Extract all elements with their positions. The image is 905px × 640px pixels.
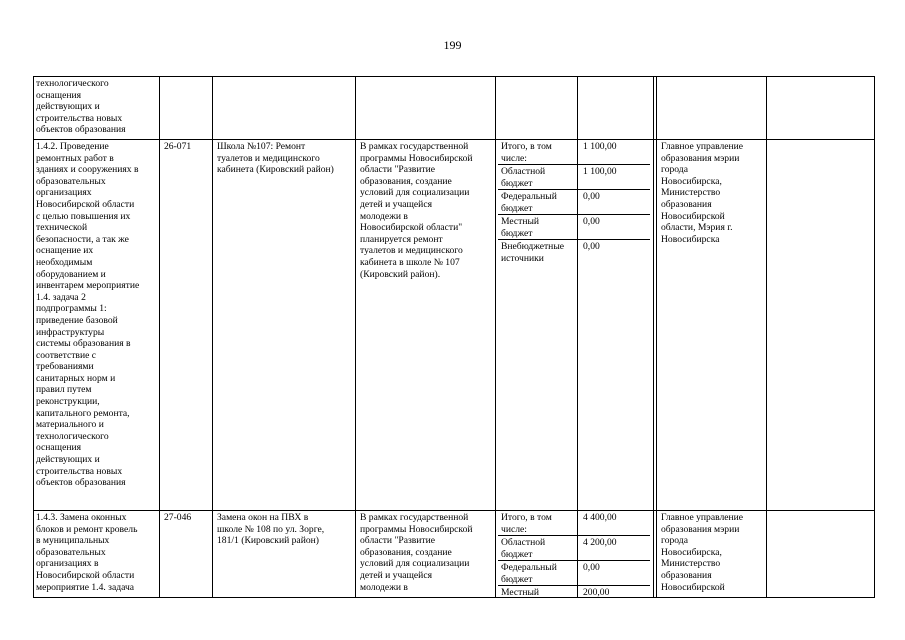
column-divider bbox=[874, 76, 875, 598]
table-row-3-code: 27-046 bbox=[164, 512, 192, 523]
finance-source: Итого, в том числе: bbox=[501, 512, 552, 535]
finance-source: Итого, в том числе: bbox=[501, 141, 552, 164]
finance-source: Областной бюджет bbox=[501, 166, 546, 189]
finance-amount: 0,00 bbox=[583, 562, 600, 573]
column-divider bbox=[653, 76, 654, 598]
table-row-1-name: технологического оснащения действующих и строительства новых объектов образования bbox=[36, 78, 126, 136]
column-divider bbox=[212, 76, 213, 598]
table-row-2-executor: Главное управление образования мэрии города Новосибирска, Министерство образования Новосибирской области, Мэрия г. Новосибирска bbox=[661, 141, 744, 245]
table-row-2-object: Школа №107: Ремонт туалетов и медицинского кабинета (Кировский район) bbox=[217, 141, 334, 176]
table-row-2-code: 26-071 bbox=[164, 141, 192, 152]
table-row-3-name: 1.4.3. Замена оконных блоков и ремонт кровель в муниципальных образовательных организациях в Новосибирской области мероприятие 1.4. задача bbox=[36, 512, 138, 593]
page-number: 199 bbox=[443, 38, 462, 52]
finance-source: Внебюджетные источники bbox=[501, 241, 565, 264]
column-divider bbox=[577, 76, 578, 598]
table-row-2-description: В рамках государственной программы Новосибирской области "Развитие образования, создание условий для социализации детей и учащейся молодежи в Новосибирской области" планируется ремонт туалетов и медицинского кабинета в школе № 107 (Кировский район). bbox=[360, 141, 473, 280]
column-divider bbox=[33, 76, 34, 598]
finance-amount: 1 100,00 bbox=[583, 141, 617, 152]
column-divider bbox=[355, 76, 356, 598]
finance-amount: 1 100,00 bbox=[583, 166, 617, 177]
table-row-3-description: В рамках государственной программы Новосибирской области "Развитие образования, создание условий для социализации детей и учащейся молодежи в bbox=[360, 512, 473, 593]
column-divider bbox=[656, 76, 657, 598]
column-divider bbox=[766, 76, 767, 598]
finance-source: Областной бюджет bbox=[501, 537, 546, 560]
finance-amount: 4 400,00 bbox=[583, 512, 617, 523]
finance-amount: 0,00 bbox=[583, 241, 600, 252]
finance-amount: 0,00 bbox=[583, 191, 600, 202]
finance-source: Местный bbox=[501, 587, 540, 598]
column-divider bbox=[159, 76, 160, 598]
finance-amount: 200,00 bbox=[583, 587, 610, 598]
finance-amount: 4 200,00 bbox=[583, 537, 617, 548]
table-row-3-object: Замена окон на ПВХ в школе № 108 по ул. Зорге, 181/1 (Кировский район) bbox=[217, 512, 325, 547]
finance-source: Местный бюджет bbox=[501, 216, 540, 239]
column-divider bbox=[495, 76, 496, 598]
finance-amount: 0,00 bbox=[583, 216, 600, 227]
table-row-2-name: 1.4.2. Проведение ремонтных работ в зданиях и сооружениях в образовательных организациях Новосибирской области с целью повышения их технической безопасности, а так же оснащение их необходимым оборудованием и инвентарем мероприятие 1.4. задача 2 подпрограммы 1: приведение базовой инфраструктуры системы образования в соответствие с требованиями санитарных норм и правил путем реконструкции, капитального ремонта, материального и технологического оснащения действующих и строительства новых объектов образования bbox=[36, 141, 140, 489]
finance-source: Федеральный бюджет bbox=[501, 562, 557, 585]
finance-source: Федеральный бюджет bbox=[501, 191, 557, 214]
table-row-3-executor: Главное управление образования мэрии города Новосибирска, Министерство образования Новосибирской bbox=[661, 512, 744, 593]
